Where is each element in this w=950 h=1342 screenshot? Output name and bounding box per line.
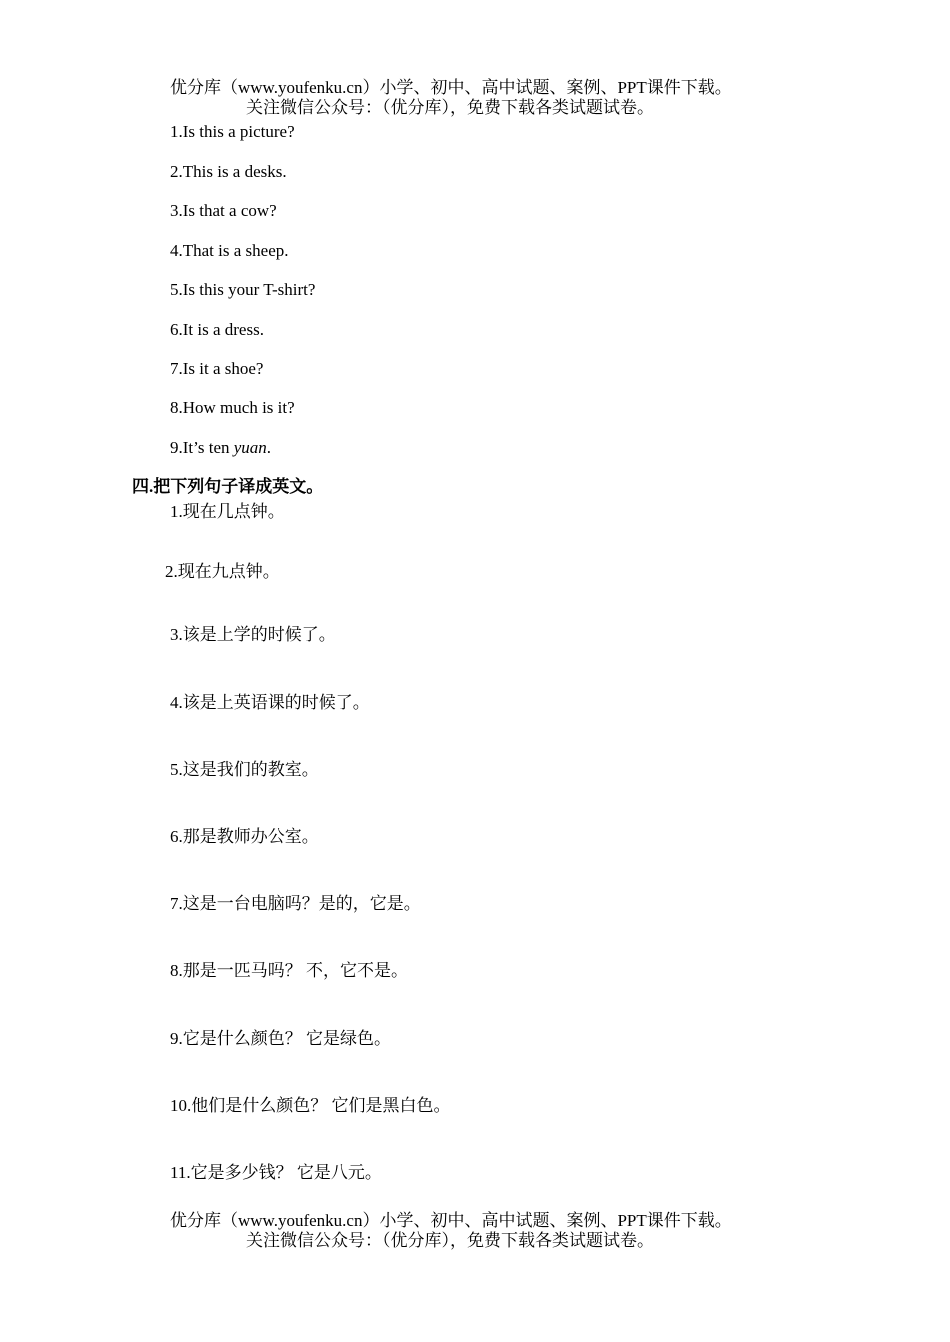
exercise-item: 7.Is it a shoe? bbox=[170, 359, 264, 378]
exercise-item: 1.Is this a picture? bbox=[170, 122, 295, 141]
exercise-item-italic-word: yuan bbox=[233, 438, 267, 457]
footer-site-line: 优分库（www.youfenku.cn）小学、初中、高中试题、案例、PPT课件下载。 bbox=[170, 1211, 732, 1230]
translation-item: 10.他们是什么颜色？ 它们是黑白色。 bbox=[170, 1096, 451, 1115]
header-site-line: 优分库（www.youfenku.cn）小学、初中、高中试题、案例、PPT课件下载。 bbox=[170, 78, 732, 97]
exercise-item: 3.Is that a cow? bbox=[170, 201, 277, 220]
translation-item: 1.现在几点钟。 bbox=[170, 502, 285, 521]
translation-item: 2.现在九点钟。 bbox=[165, 562, 280, 581]
exercise-item: 6.It is a dress. bbox=[170, 320, 264, 339]
translation-item: 6.那是教师办公室。 bbox=[170, 827, 319, 846]
header-wechat-line: 关注微信公众号：（优分库），免费下载各类试题试卷。 bbox=[246, 98, 654, 117]
footer-wechat-line: 关注微信公众号：（优分库），免费下载各类试题试卷。 bbox=[246, 1231, 654, 1250]
translation-item: 3.该是上学的时候了。 bbox=[170, 625, 336, 644]
translation-item: 4.该是上英语课的时候了。 bbox=[170, 693, 370, 712]
exercise-item: 8.How much is it? bbox=[170, 398, 295, 417]
section-title: 四.把下列句子译成英文。 bbox=[132, 477, 324, 496]
exercise-item: 5.Is this your T-shirt? bbox=[170, 280, 316, 299]
exercise-item: 2.This is a desks. bbox=[170, 162, 287, 181]
exercise-item: 4.That is a sheep. bbox=[170, 241, 289, 260]
translation-item: 11.它是多少钱？ 它是八元。 bbox=[170, 1163, 382, 1182]
exercise-item bbox=[170, 438, 271, 458]
exercise-item-prefix: 9.It’s ten bbox=[170, 438, 234, 457]
translation-item: 9.它是什么颜色？ 它是绿色。 bbox=[170, 1029, 391, 1048]
translation-item: 5.这是我们的教室。 bbox=[170, 760, 319, 779]
translation-item: 7.这是一台电脑吗？是的，它是。 bbox=[170, 894, 421, 913]
translation-item: 8.那是一匹马吗？ 不，它不是。 bbox=[170, 961, 408, 980]
exercise-item-suffix: . bbox=[266, 438, 272, 457]
